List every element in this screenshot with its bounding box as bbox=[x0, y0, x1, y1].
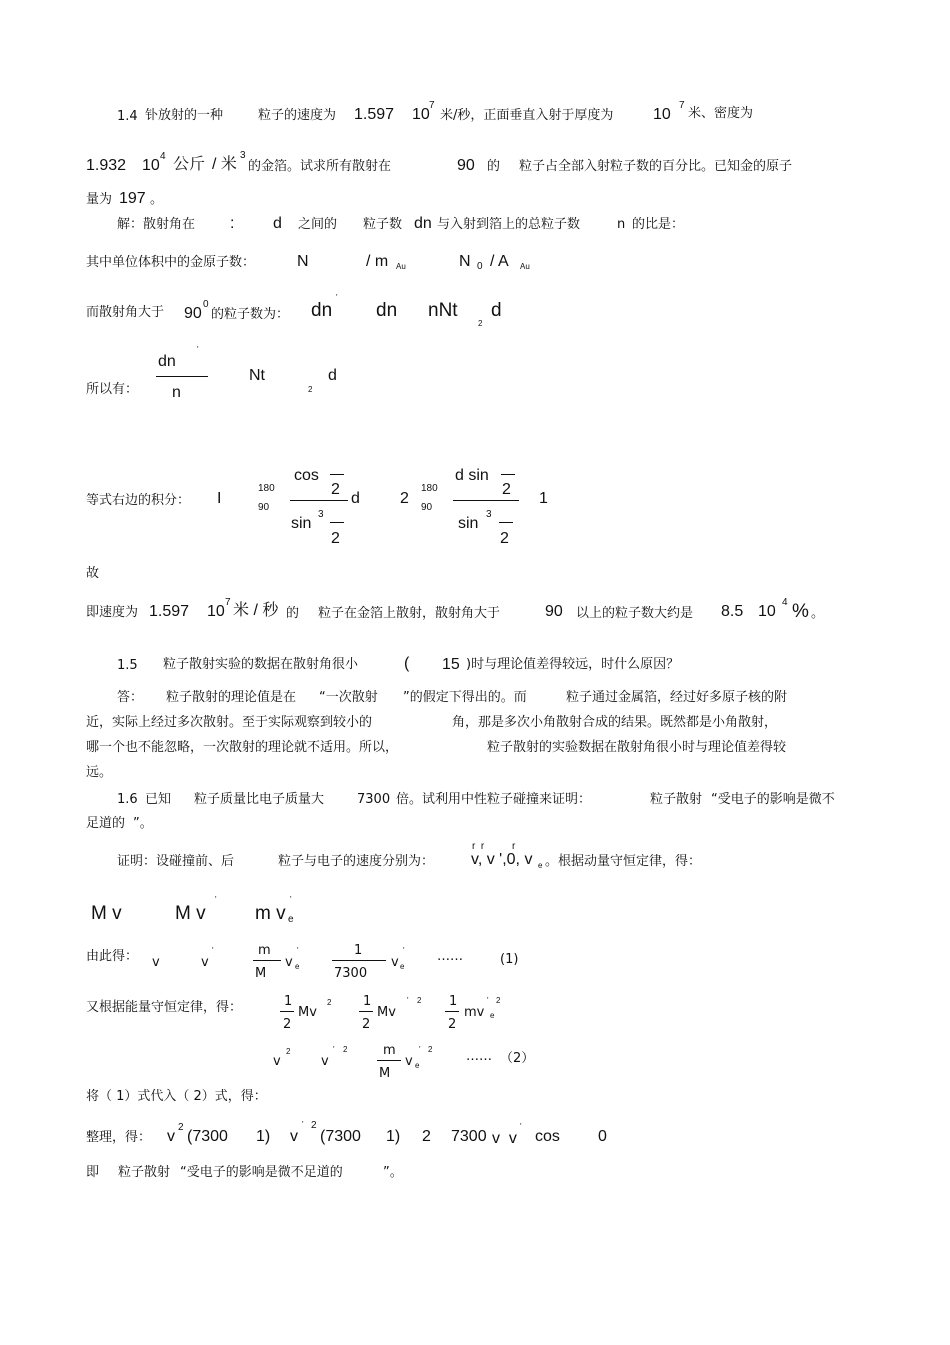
math-symbol: v bbox=[405, 1054, 413, 1069]
fraction-bar bbox=[330, 474, 344, 475]
math-symbol: 2 bbox=[422, 1128, 431, 1145]
momentum-term: M v bbox=[91, 903, 122, 924]
percent-sign: % bbox=[792, 601, 809, 622]
momentum-term: M v bbox=[175, 903, 206, 924]
fraction-numerator: m bbox=[383, 1043, 396, 1058]
prime: ' bbox=[297, 946, 299, 955]
fraction-denominator: 2 bbox=[283, 1017, 292, 1032]
exponent: 7 bbox=[429, 100, 435, 111]
fraction-bar bbox=[377, 1060, 401, 1061]
speed-value: 1.597 bbox=[354, 106, 395, 123]
conclusion-text: 即速度为 bbox=[86, 605, 139, 620]
fraction-bar bbox=[156, 376, 208, 377]
solution-text: 其中单位体积中的金原子数： bbox=[86, 255, 256, 270]
power-base: 10 bbox=[207, 603, 225, 620]
density-value: 1.932 bbox=[86, 157, 127, 174]
answer-text: “一次散射 bbox=[319, 690, 378, 705]
exponent: 3 bbox=[486, 509, 492, 520]
math-symbol: (7300 bbox=[320, 1128, 361, 1145]
problem-text: 粒子散射实验的数据在散射角很小 bbox=[163, 657, 359, 672]
math-symbol: ( bbox=[404, 655, 410, 672]
answer-text: 粒子散射的理论值是在 bbox=[166, 690, 297, 705]
answer-label: 答： bbox=[117, 690, 144, 705]
problem-text: 粒子散射 bbox=[650, 792, 703, 807]
math-symbol: v bbox=[152, 955, 160, 970]
fraction-numerator: d sin bbox=[455, 467, 489, 484]
prime: ' bbox=[520, 1122, 522, 1131]
exponent: 2 bbox=[327, 998, 332, 1007]
exponent: 2 bbox=[343, 1045, 348, 1054]
math-symbol: mv bbox=[464, 1005, 485, 1020]
answer-text: 角，那是多次小角散射合成的结果。既然都是小角散射， bbox=[452, 715, 778, 730]
proof-text: 粒子散射 bbox=[118, 1165, 171, 1180]
solution-text: 而散射角大于 bbox=[86, 305, 165, 320]
conclusion-text: 的 bbox=[286, 606, 300, 621]
power-base: 10 bbox=[758, 603, 776, 620]
fraction-denominator: n bbox=[172, 384, 181, 401]
subscript: Au bbox=[520, 262, 530, 271]
conclusion-text: 以上的粒子数大约是 bbox=[576, 606, 694, 621]
answer-text: 近，实际上经过多次散射。至于实际观察到较小的 bbox=[86, 715, 373, 730]
prime: ' bbox=[197, 345, 199, 354]
problem-text: 足道的 bbox=[86, 816, 126, 831]
math-symbol: 2 bbox=[400, 490, 409, 507]
math-symbol: v bbox=[290, 1128, 298, 1145]
problem-number: 1.5 bbox=[117, 658, 138, 673]
problem-text: “受电子的影响是微不 bbox=[711, 792, 835, 807]
exponent: 2 bbox=[428, 1045, 433, 1054]
fraction-denominator: M bbox=[379, 1066, 391, 1081]
math-symbol: v bbox=[391, 955, 399, 970]
proof-text: 将（ 1）式代入（ 2）式，得： bbox=[86, 1089, 267, 1104]
subscript: 2 bbox=[308, 385, 313, 394]
math-symbol: v v bbox=[492, 1130, 517, 1147]
problem-text: ”。 bbox=[133, 816, 153, 831]
atomic-mass: 197 bbox=[119, 190, 146, 207]
conclusion-text: 。 bbox=[811, 606, 825, 621]
math-symbol: v bbox=[321, 1054, 329, 1069]
exponent: 3 bbox=[240, 150, 246, 161]
math-symbol: N bbox=[297, 253, 309, 270]
ellipsis: …… bbox=[466, 1049, 492, 1064]
integral-lower-limit: 90 bbox=[258, 502, 270, 513]
subscript: e bbox=[538, 861, 543, 870]
math-symbol: n bbox=[617, 217, 626, 232]
math-symbol: I bbox=[217, 490, 222, 507]
fraction-bar bbox=[290, 500, 348, 501]
superscript: 0 bbox=[203, 299, 209, 310]
prime: ' bbox=[333, 1045, 335, 1054]
integral-upper-limit: 180 bbox=[258, 483, 275, 494]
proof-text: 又根据能量守恒定律，得： bbox=[86, 1000, 243, 1015]
solution-text: 的粒子数为： bbox=[211, 307, 290, 322]
exponent: 2 bbox=[311, 1120, 317, 1131]
math-symbol: v bbox=[273, 1054, 281, 1069]
proof-text: 粒子与电子的速度分别为： bbox=[278, 854, 435, 869]
fraction-numerator: 1 bbox=[354, 943, 363, 958]
math-symbol: dn bbox=[311, 300, 333, 321]
solution-label: 解：散射角在 bbox=[117, 217, 196, 232]
solution-text: 故 bbox=[86, 566, 100, 581]
fraction-denominator: 2 bbox=[331, 530, 340, 547]
result-value: 8.5 bbox=[721, 603, 744, 620]
math-symbol: v bbox=[201, 955, 209, 970]
unit-text: 米 / 秒 bbox=[233, 602, 279, 619]
fraction-bar bbox=[445, 1011, 459, 1012]
fraction-bar bbox=[453, 500, 519, 501]
velocity-vectors: v, v ',0, v bbox=[471, 851, 533, 868]
fraction-denominator: 2 bbox=[502, 481, 511, 498]
prime: ' bbox=[403, 946, 405, 955]
math-symbol: N bbox=[459, 253, 471, 270]
fraction-bar bbox=[280, 1011, 294, 1012]
math-symbol: : bbox=[230, 215, 235, 232]
angle-value: 15 bbox=[442, 656, 460, 673]
equation-number: (1) bbox=[500, 952, 519, 967]
angle-value: 90 bbox=[184, 305, 202, 322]
solution-text: 等式右边的积分： bbox=[86, 493, 191, 508]
exponent: 7 bbox=[679, 100, 685, 111]
proof-text: 由此得： bbox=[86, 949, 139, 964]
solution-text: 与入射到箔上的总粒子数 bbox=[437, 217, 581, 232]
subscript: e bbox=[295, 962, 300, 971]
solution-text: 之间的 bbox=[298, 217, 338, 232]
math-symbol: 1 bbox=[539, 490, 548, 507]
problem-text: 倍。试利用中性粒子碰撞来证明： bbox=[396, 792, 592, 807]
problem-text: 量为 bbox=[86, 192, 113, 207]
solution-text: 所以有： bbox=[86, 382, 139, 397]
answer-text: 哪一个也不能忽略，一次散射的理论就不适用。所以， bbox=[86, 740, 399, 755]
proof-text: 证明：设碰撞前、后 bbox=[117, 854, 235, 869]
angle-value: 90 bbox=[545, 603, 563, 620]
fraction-denominator: 2 bbox=[448, 1017, 457, 1032]
fraction-denominator: M bbox=[255, 966, 267, 981]
math-symbol: v bbox=[285, 955, 293, 970]
unit-text: / 米 bbox=[212, 156, 237, 173]
unit-text: 公斤 bbox=[173, 156, 206, 173]
solution-text: 粒子数 bbox=[363, 217, 403, 232]
math-symbol: d bbox=[273, 215, 282, 232]
fraction-numerator: 1 bbox=[449, 994, 458, 1009]
math-symbol: / A bbox=[490, 253, 509, 270]
proof-text: “受电子的影响是微不足道的 bbox=[180, 1165, 343, 1180]
equation-number: （2） bbox=[500, 1051, 535, 1066]
math-symbol: v bbox=[167, 1128, 175, 1145]
problem-text: )时与理论值差得较远，时什么原因？ bbox=[466, 657, 680, 672]
subscript: 0 bbox=[477, 261, 483, 272]
math-symbol: 1) bbox=[256, 1128, 271, 1145]
speed-value: 1.597 bbox=[149, 603, 190, 620]
fraction-bar bbox=[359, 1011, 373, 1012]
answer-text: 粒子散射的实验数据在散射角很小时与理论值差得较 bbox=[487, 740, 787, 755]
problem-text: 的 bbox=[487, 159, 501, 174]
ellipsis: …… bbox=[437, 949, 463, 964]
proof-text: 即 bbox=[86, 1165, 100, 1180]
math-symbol: Mv bbox=[298, 1005, 317, 1020]
problem-text: 的金箔。试求所有散射在 bbox=[248, 159, 392, 174]
math-symbol: d bbox=[491, 300, 502, 321]
exponent: 7 bbox=[225, 597, 231, 608]
problem-text: 。 bbox=[150, 192, 164, 207]
math-symbol: / m bbox=[366, 253, 389, 270]
exponent: 4 bbox=[782, 597, 788, 608]
fraction-denominator: sin bbox=[458, 515, 479, 532]
power-base: 10 bbox=[412, 106, 430, 123]
proof-text: 整理，得： bbox=[86, 1130, 152, 1145]
math-symbol: 0 bbox=[598, 1128, 607, 1145]
fraction-numerator: 1 bbox=[363, 994, 372, 1009]
fraction-denominator: 2 bbox=[362, 1017, 371, 1032]
math-symbol: d bbox=[351, 490, 360, 507]
answer-text: ”的假定下得出的。而 bbox=[403, 690, 527, 705]
prime: ' bbox=[487, 996, 489, 1005]
math-symbol: cos bbox=[535, 1128, 560, 1145]
fraction-bar bbox=[499, 522, 513, 523]
integral-upper-limit: 180 bbox=[421, 483, 438, 494]
power-base: 10 bbox=[142, 157, 160, 174]
prime: ' bbox=[336, 293, 338, 302]
fraction-bar bbox=[253, 960, 281, 961]
subscript: 2 bbox=[478, 319, 483, 328]
proof-text: 。根据动量守恒定律，得： bbox=[545, 854, 702, 869]
fraction-numerator: cos bbox=[294, 467, 319, 484]
integral-lower-limit: 90 bbox=[421, 502, 433, 513]
problem-text: 已知 bbox=[145, 792, 172, 807]
prime: ' bbox=[407, 996, 409, 1005]
math-symbol: 1) bbox=[386, 1128, 401, 1145]
problem-text: 米、密度为 bbox=[688, 106, 754, 121]
prime: ' bbox=[215, 895, 217, 904]
fraction-numerator: m bbox=[258, 943, 271, 958]
fraction-denominator: 2 bbox=[500, 530, 509, 547]
subscript: e bbox=[415, 1061, 420, 1070]
prime: ' bbox=[290, 895, 292, 904]
subscript: e bbox=[288, 914, 294, 925]
prime: ' bbox=[419, 1045, 421, 1054]
problem-text: 粒子质量比电子质量大 bbox=[194, 792, 325, 807]
fraction-bar bbox=[332, 960, 386, 961]
exponent: 4 bbox=[160, 151, 166, 162]
exponent: 2 bbox=[496, 996, 501, 1005]
fraction-numerator: dn bbox=[158, 353, 176, 370]
math-symbol: Nt bbox=[249, 367, 265, 384]
prime: ' bbox=[302, 1120, 304, 1129]
problem-text: 粒子的速度为 bbox=[258, 108, 337, 123]
problem-text: 米/秒，正面垂直入射于厚度为 bbox=[440, 108, 614, 123]
fraction-bar bbox=[501, 474, 515, 475]
solution-text: 的比是： bbox=[632, 217, 685, 232]
problem-text: 钋放射的一种 bbox=[145, 108, 224, 123]
exponent: 2 bbox=[178, 1122, 184, 1133]
power-base: 10 bbox=[653, 106, 671, 123]
exponent: 3 bbox=[318, 509, 324, 520]
math-symbol: nNt bbox=[428, 300, 458, 321]
fraction-denominator: 7300 bbox=[334, 966, 368, 981]
math-symbol: dn bbox=[414, 215, 432, 232]
problem-number: 1.4 bbox=[117, 109, 138, 124]
problem-text: 粒子占全部入射粒子数的百分比。已知金的原子 bbox=[519, 159, 793, 174]
conclusion-text: 粒子在金箔上散射，散射角大于 bbox=[318, 606, 501, 621]
fraction-denominator: sin bbox=[291, 515, 312, 532]
math-symbol: Mv bbox=[377, 1005, 396, 1020]
proof-text: ”。 bbox=[383, 1165, 403, 1180]
answer-text: 粒子通过金属箔，经过好多原子核的附 bbox=[566, 690, 788, 705]
math-symbol: d bbox=[328, 367, 337, 384]
math-symbol: (7300 bbox=[187, 1128, 228, 1145]
fraction-bar bbox=[330, 522, 344, 523]
subscript: Au bbox=[396, 262, 406, 271]
math-symbol: 7300 bbox=[451, 1128, 487, 1145]
answer-text: 远。 bbox=[86, 765, 113, 780]
exponent: 2 bbox=[417, 996, 422, 1005]
angle-value: 90 bbox=[457, 157, 475, 174]
prime: ' bbox=[212, 946, 214, 955]
subscript: e bbox=[490, 1011, 495, 1020]
momentum-term: m v bbox=[255, 903, 286, 924]
exponent: 2 bbox=[286, 1047, 291, 1056]
problem-number: 1.6 bbox=[117, 792, 138, 807]
math-symbol: dn bbox=[376, 300, 398, 321]
subscript: e bbox=[400, 962, 405, 971]
fraction-denominator: 2 bbox=[331, 481, 340, 498]
fraction-numerator: 1 bbox=[284, 994, 293, 1009]
multiplier-value: 7300 bbox=[357, 792, 391, 807]
vector-arrows: r r r bbox=[472, 841, 516, 852]
